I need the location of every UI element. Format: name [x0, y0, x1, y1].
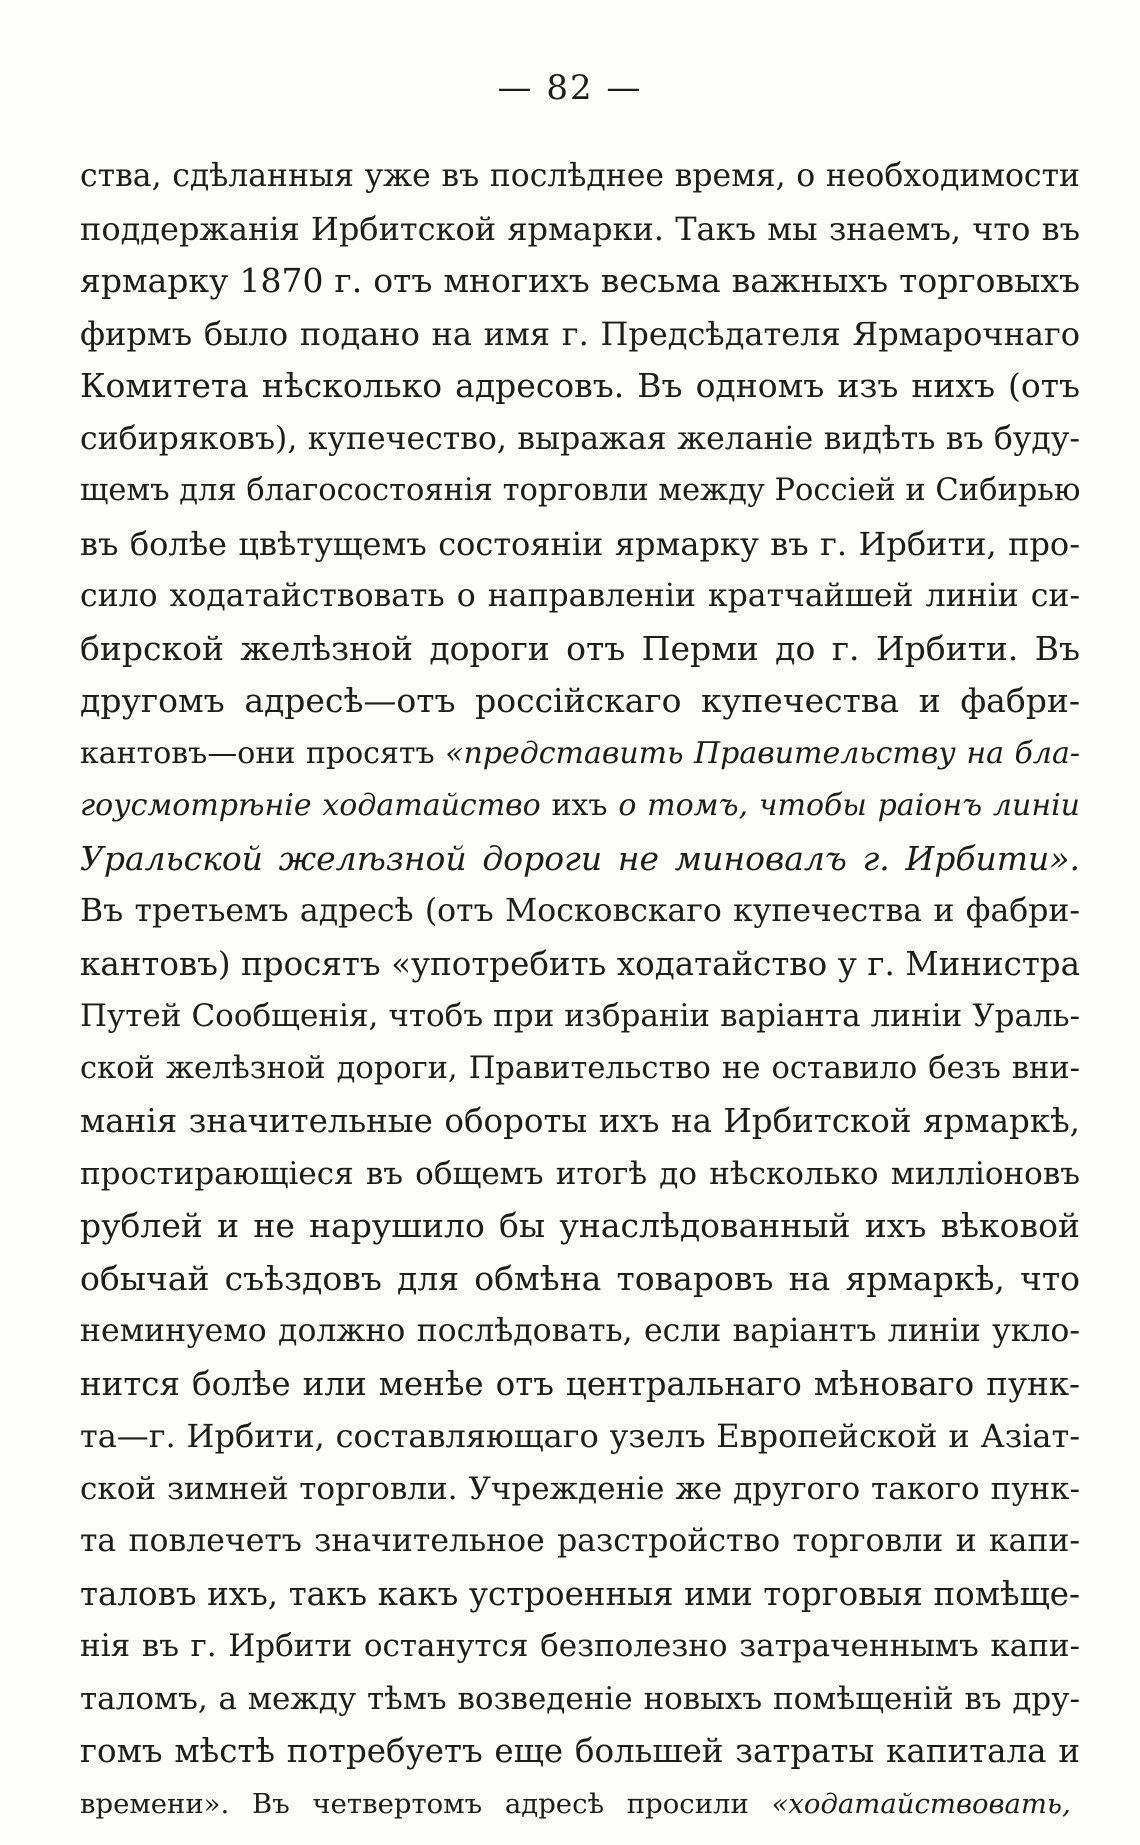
- body-text: [80, 150, 1080, 1830]
- italic-text: гоусмотрѣніе ходатайство: [80, 788, 541, 823]
- text-segment: таловъ ихъ, такъ какъ устроенныя ими торговыя помѣще-: [80, 1574, 1080, 1613]
- text-line: [80, 1148, 1080, 1201]
- text-segment: ства, сдѣланныя уже въ послѣднее время, о необходимости: [80, 158, 1080, 194]
- text-segment: та—г. Ирбити, составляющаго узелъ Европейской и Азіат-: [80, 1417, 1080, 1455]
- text-segment: бирской желѣзной дороги отъ Перми до г. Ирбити. Въ: [80, 628, 1080, 668]
- text-line: [80, 1358, 1080, 1411]
- italic-text: «ходатайствовать,: [771, 1787, 1071, 1820]
- text-segment: та повлечетъ значительное разстройство торговли и капи-: [80, 1523, 1080, 1559]
- text-segment: ской зимней торговли. Учрежденіе же другого такого пунк-: [80, 1470, 1080, 1507]
- text-line: [80, 1410, 1080, 1463]
- text-segment: манія значительные обороты ихъ на Ирбитской ярмаркѣ,: [80, 1102, 1080, 1140]
- text-line: [80, 990, 1080, 1043]
- text-line: [80, 1515, 1080, 1568]
- text-line: [80, 675, 1080, 728]
- text-line: [80, 623, 1080, 676]
- text-line: [80, 1778, 1080, 1831]
- text-line: [80, 465, 1080, 518]
- text-segment: ихъ: [540, 788, 619, 823]
- text-line: [80, 728, 1080, 781]
- text-line: [80, 1673, 1080, 1726]
- text-segment: ярмарку 1870 г. отъ многихъ весьма важныхъ торговыхъ: [80, 261, 1080, 300]
- text-line: [80, 518, 1080, 571]
- text-line: [80, 255, 1080, 308]
- text-line: [80, 1043, 1080, 1096]
- italic-text: «представить Правительству на бла-: [445, 735, 1080, 771]
- text-segment: нится болѣе или менѣе отъ центральнаго мѣноваго пунк-: [80, 1364, 1080, 1403]
- page-number: — 82 —: [497, 68, 643, 108]
- text-segment: сибиряковъ), купечество, выражая желаніе видѣть въ буду-: [80, 420, 1080, 457]
- text-line: [80, 203, 1080, 256]
- text-line: [80, 1253, 1080, 1306]
- text-line: [80, 360, 1080, 413]
- text-line: [80, 1200, 1080, 1253]
- text-line: [80, 1725, 1080, 1778]
- text-line: [80, 150, 1080, 203]
- text-segment: Путей Сообщенія, чтобъ при избраніи варіанта линіи Ураль-: [80, 998, 1080, 1034]
- text-segment: кантовъ—они просятъ: [80, 735, 446, 771]
- text-line: [80, 1620, 1080, 1673]
- text-line: [80, 1095, 1080, 1148]
- text-line: [80, 308, 1080, 361]
- italic-text: о томъ, чтобы раіонъ линіи: [618, 788, 1080, 823]
- text-segment: другомъ адресѣ—отъ россійскаго купечества и фабри-: [80, 681, 1080, 720]
- text-segment: рублей и не нарушило бы унаслѣдованный ихъ вѣковой: [80, 1206, 1080, 1245]
- text-segment: времени». Въ четвертомъ адресѣ просили: [80, 1787, 772, 1820]
- text-line: [80, 1568, 1080, 1621]
- text-line: [80, 885, 1080, 938]
- text-segment: въ болѣе цвѣтущемъ состояніи ярмарку въ г. Ирбити, про-: [80, 524, 1080, 563]
- text-segment: поддержанія Ирбитской ярмарки. Такъ мы знаемъ, что въ: [80, 209, 1080, 248]
- text-line: [80, 413, 1080, 466]
- text-segment: Комитета нѣсколько адресовъ. Въ одномъ изъ нихъ (отъ: [80, 366, 1080, 405]
- text-segment: нія въ г. Ирбити останутся безполезно затраченнымъ капи-: [80, 1628, 1080, 1664]
- text-line: [80, 780, 1080, 833]
- text-segment: гомъ мѣстѣ потребуетъ еще большей затраты капитала и: [80, 1732, 1080, 1770]
- text-segment: щемъ для благосостоянія торговли между Россіей и Сибирью: [80, 473, 1080, 508]
- text-line: [80, 1305, 1080, 1358]
- text-line: [80, 1463, 1080, 1516]
- text-segment: неминуемо должно послѣдовать, если варіантъ линіи укло-: [80, 1313, 1080, 1349]
- text-segment: таломъ, а между тѣмъ возведеніе новыхъ помѣщеній въ дру-: [80, 1680, 1080, 1717]
- text-segment: сило ходатайствовать о направленіи кратчайшей линіи си-: [80, 578, 1080, 614]
- text-line: [80, 570, 1080, 623]
- text-line: [80, 833, 1080, 886]
- italic-text: Уральской желѣзной дороги не миновалъ г. Ирбити».: [80, 838, 1080, 878]
- text-segment: Въ третьемъ адресѣ (отъ Московскаго купечества и фабри-: [80, 893, 1080, 929]
- text-segment: фирмъ было подано на имя г. Предсѣдателя Ярмарочнаго: [80, 314, 1080, 353]
- text-segment: простирающіеся въ общемъ итогѣ до нѣсколько милліоновъ: [80, 1155, 1080, 1192]
- text-segment: обычай съѣздовъ для обмѣна товаровъ на ярмаркѣ, что: [80, 1258, 1080, 1298]
- text-segment: кантовъ) просятъ «употребить ходатайство у г. Министра: [80, 944, 1080, 983]
- text-segment: ской желѣзной дороги, Правительство не оставило безъ вни-: [80, 1050, 1080, 1086]
- text-line: [80, 938, 1080, 991]
